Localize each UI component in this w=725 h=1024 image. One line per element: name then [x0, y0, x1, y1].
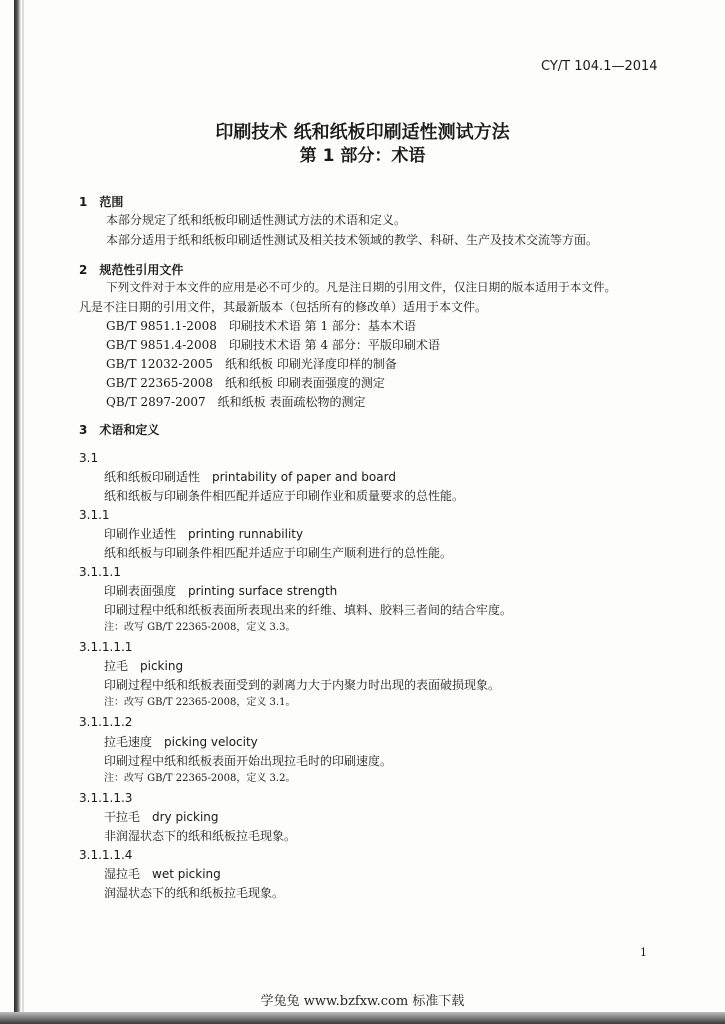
term-definition: 印刷过程中纸和纸板表面受到的剥离力大于内聚力时出现的表面破损现象。 [104, 678, 501, 692]
reference-item: QB/T 2897-2007 纸和纸板 表面疏松物的测定 [106, 395, 366, 409]
term-definition: 印刷过程中纸和纸板表面所表现出来的纤维、填料、胶料三者间的结合牢度。 [104, 603, 513, 617]
section-2-paragraph-line2: 凡是不注日期的引用文件，其最新版本（包括所有的修改单）适用于本文件。 [79, 300, 488, 314]
term-title: 印刷表面强度 printing surface strength [104, 584, 338, 598]
document-number: CY/T 104.1—2014 [541, 59, 658, 74]
term-title: 纸和纸板印刷适性 printability of paper and board [104, 470, 396, 484]
term-number: 3.1.1.1.1 [79, 640, 133, 654]
section-2-heading: 2 规范性引用文件 [79, 263, 184, 277]
section-1-paragraph-2: 本部分适用于纸和纸板印刷适性测试及相关技术领域的教学、科研、生产及技术交流等方面。 [106, 233, 599, 247]
term-title: 干拉毛 dry picking [104, 810, 219, 824]
term-definition: 润湿状态下的纸和纸板拉毛现象。 [104, 886, 285, 900]
term-number: 3.1.1.1.3 [79, 791, 133, 805]
reference-item: GB/T 22365-2008 纸和纸板 印刷表面强度的测定 [106, 376, 385, 390]
term-note: 注：改写 GB/T 22365-2008，定义 3.2。 [104, 773, 296, 784]
section-1-paragraph-1: 本部分规定了纸和纸板印刷适性测试方法的术语和定义。 [106, 213, 407, 227]
term-definition: 非润湿状态下的纸和纸板拉毛现象。 [104, 829, 297, 843]
term-number: 3.1.1.1.4 [79, 848, 133, 862]
term-number: 3.1.1.1.2 [79, 715, 133, 729]
term-number: 3.1.1.1 [79, 565, 121, 579]
term-definition: 纸和纸板与印刷条件相匹配并适应于印刷生产顺利进行的总性能。 [104, 546, 453, 560]
footer-watermark: 学兔兔 www.bzfxw.com 标准下载 [260, 994, 465, 1009]
section-3-heading: 3 术语和定义 [79, 423, 160, 437]
reference-item: GB/T 12032-2005 纸和纸板 印刷光泽度印样的制备 [106, 357, 397, 371]
reference-item: GB/T 9851.1-2008 印刷技术术语 第 1 部分：基本术语 [106, 319, 416, 333]
document-title-line2: 第 1 部分：术语 [299, 146, 426, 166]
section-2-paragraph-line1: 下列文件对于本文件的应用是必不可少的。凡是注日期的引用文件，仅注日期的版本适用于本文件。 [106, 280, 617, 294]
term-title: 拉毛 picking [104, 659, 184, 673]
term-number: 3.1 [79, 451, 99, 465]
scan-bottom-edge [0, 1012, 725, 1024]
term-number: 3.1.1 [79, 508, 110, 522]
term-title: 印刷作业适性 printing runnability [104, 527, 304, 541]
term-note: 注：改写 GB/T 22365-2008，定义 3.1。 [104, 697, 296, 708]
term-note: 注：改写 GB/T 22365-2008，定义 3.3。 [104, 622, 296, 633]
term-definition: 印刷过程中纸和纸板表面开始出现拉毛时的印刷速度。 [104, 754, 393, 768]
term-title: 湿拉毛 wet picking [104, 867, 221, 881]
reference-item: GB/T 9851.4-2008 印刷技术术语 第 4 部分：平版印刷术语 [106, 338, 440, 352]
term-definition: 纸和纸板与印刷条件相匹配并适应于印刷作业和质量要求的总性能。 [104, 489, 465, 503]
document-title-line1: 印刷技术 纸和纸板印刷适性测试方法 [215, 122, 510, 143]
section-1-heading: 1 范围 [79, 195, 124, 209]
page-number: 1 [640, 946, 647, 959]
term-title: 拉毛速度 picking velocity [104, 735, 258, 749]
